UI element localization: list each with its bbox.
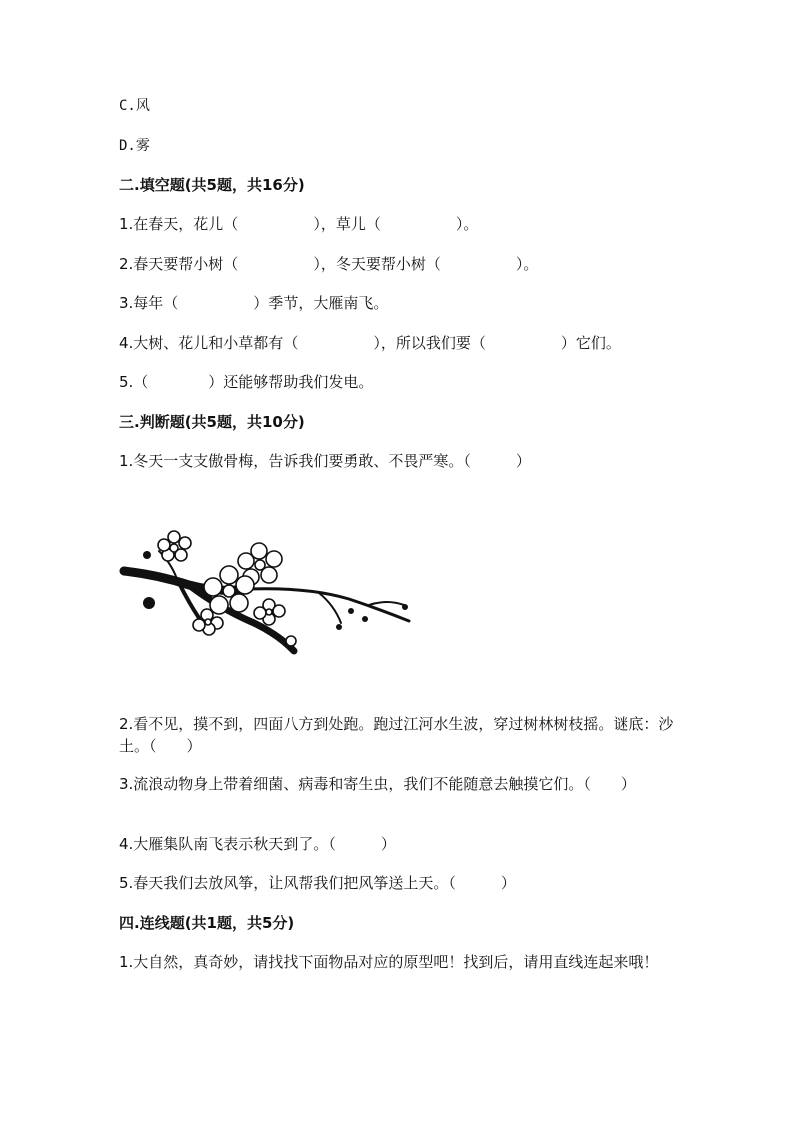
- judge-question-5: 5.春天我们去放风筝，让风帮我们把风筝送上天。（ ）: [119, 874, 516, 892]
- judge-question-1: 1.冬天一支支傲骨梅，告诉我们要勇敢、不畏严寒。（ ）: [119, 452, 531, 470]
- fill-question-2: 2.春天要帮小树（ ），冬天要帮小树（ ）。: [119, 255, 539, 273]
- fill-question-4: 4.大树、花儿和小草都有（ ），所以我们要（ ）它们。: [119, 334, 621, 352]
- section-3-heading: 三.判断题(共5题，共10分): [119, 413, 305, 431]
- match-question-1: 1.大自然，真奇妙，请找找下面物品对应的原型吧！找到后，请用直线连起来哦！: [119, 953, 659, 971]
- fill-question-5: 5.（ ）还能够帮助我们发电。: [119, 373, 374, 391]
- option-d: D.雾: [119, 138, 150, 154]
- plum-blossom-branch-icon: [119, 523, 411, 673]
- section-4-heading: 四.连线题(共1题，共5分): [119, 914, 295, 932]
- section-2-heading: 二.填空题(共5题，共16分): [119, 176, 305, 194]
- judge-question-2: 2.看不见，摸不到，四面八方到处跑。跑过江河水生波，穿过树林树枝摇。谜底：沙土。（ ）: [119, 715, 674, 755]
- option-c: C.风: [119, 98, 150, 114]
- judge-question-3: 3.流浪动物身上带着细菌、病毒和寄生虫，我们不能随意去触摸它们。（ ）: [119, 775, 636, 793]
- judge-question-4: 4.大雁集队南飞表示秋天到了。（ ）: [119, 835, 396, 853]
- fill-question-1: 1.在春天，花儿（ ），草儿（ ）。: [119, 215, 479, 233]
- fill-question-3: 3.每年（ ）季节，大雁南飞。: [119, 294, 389, 312]
